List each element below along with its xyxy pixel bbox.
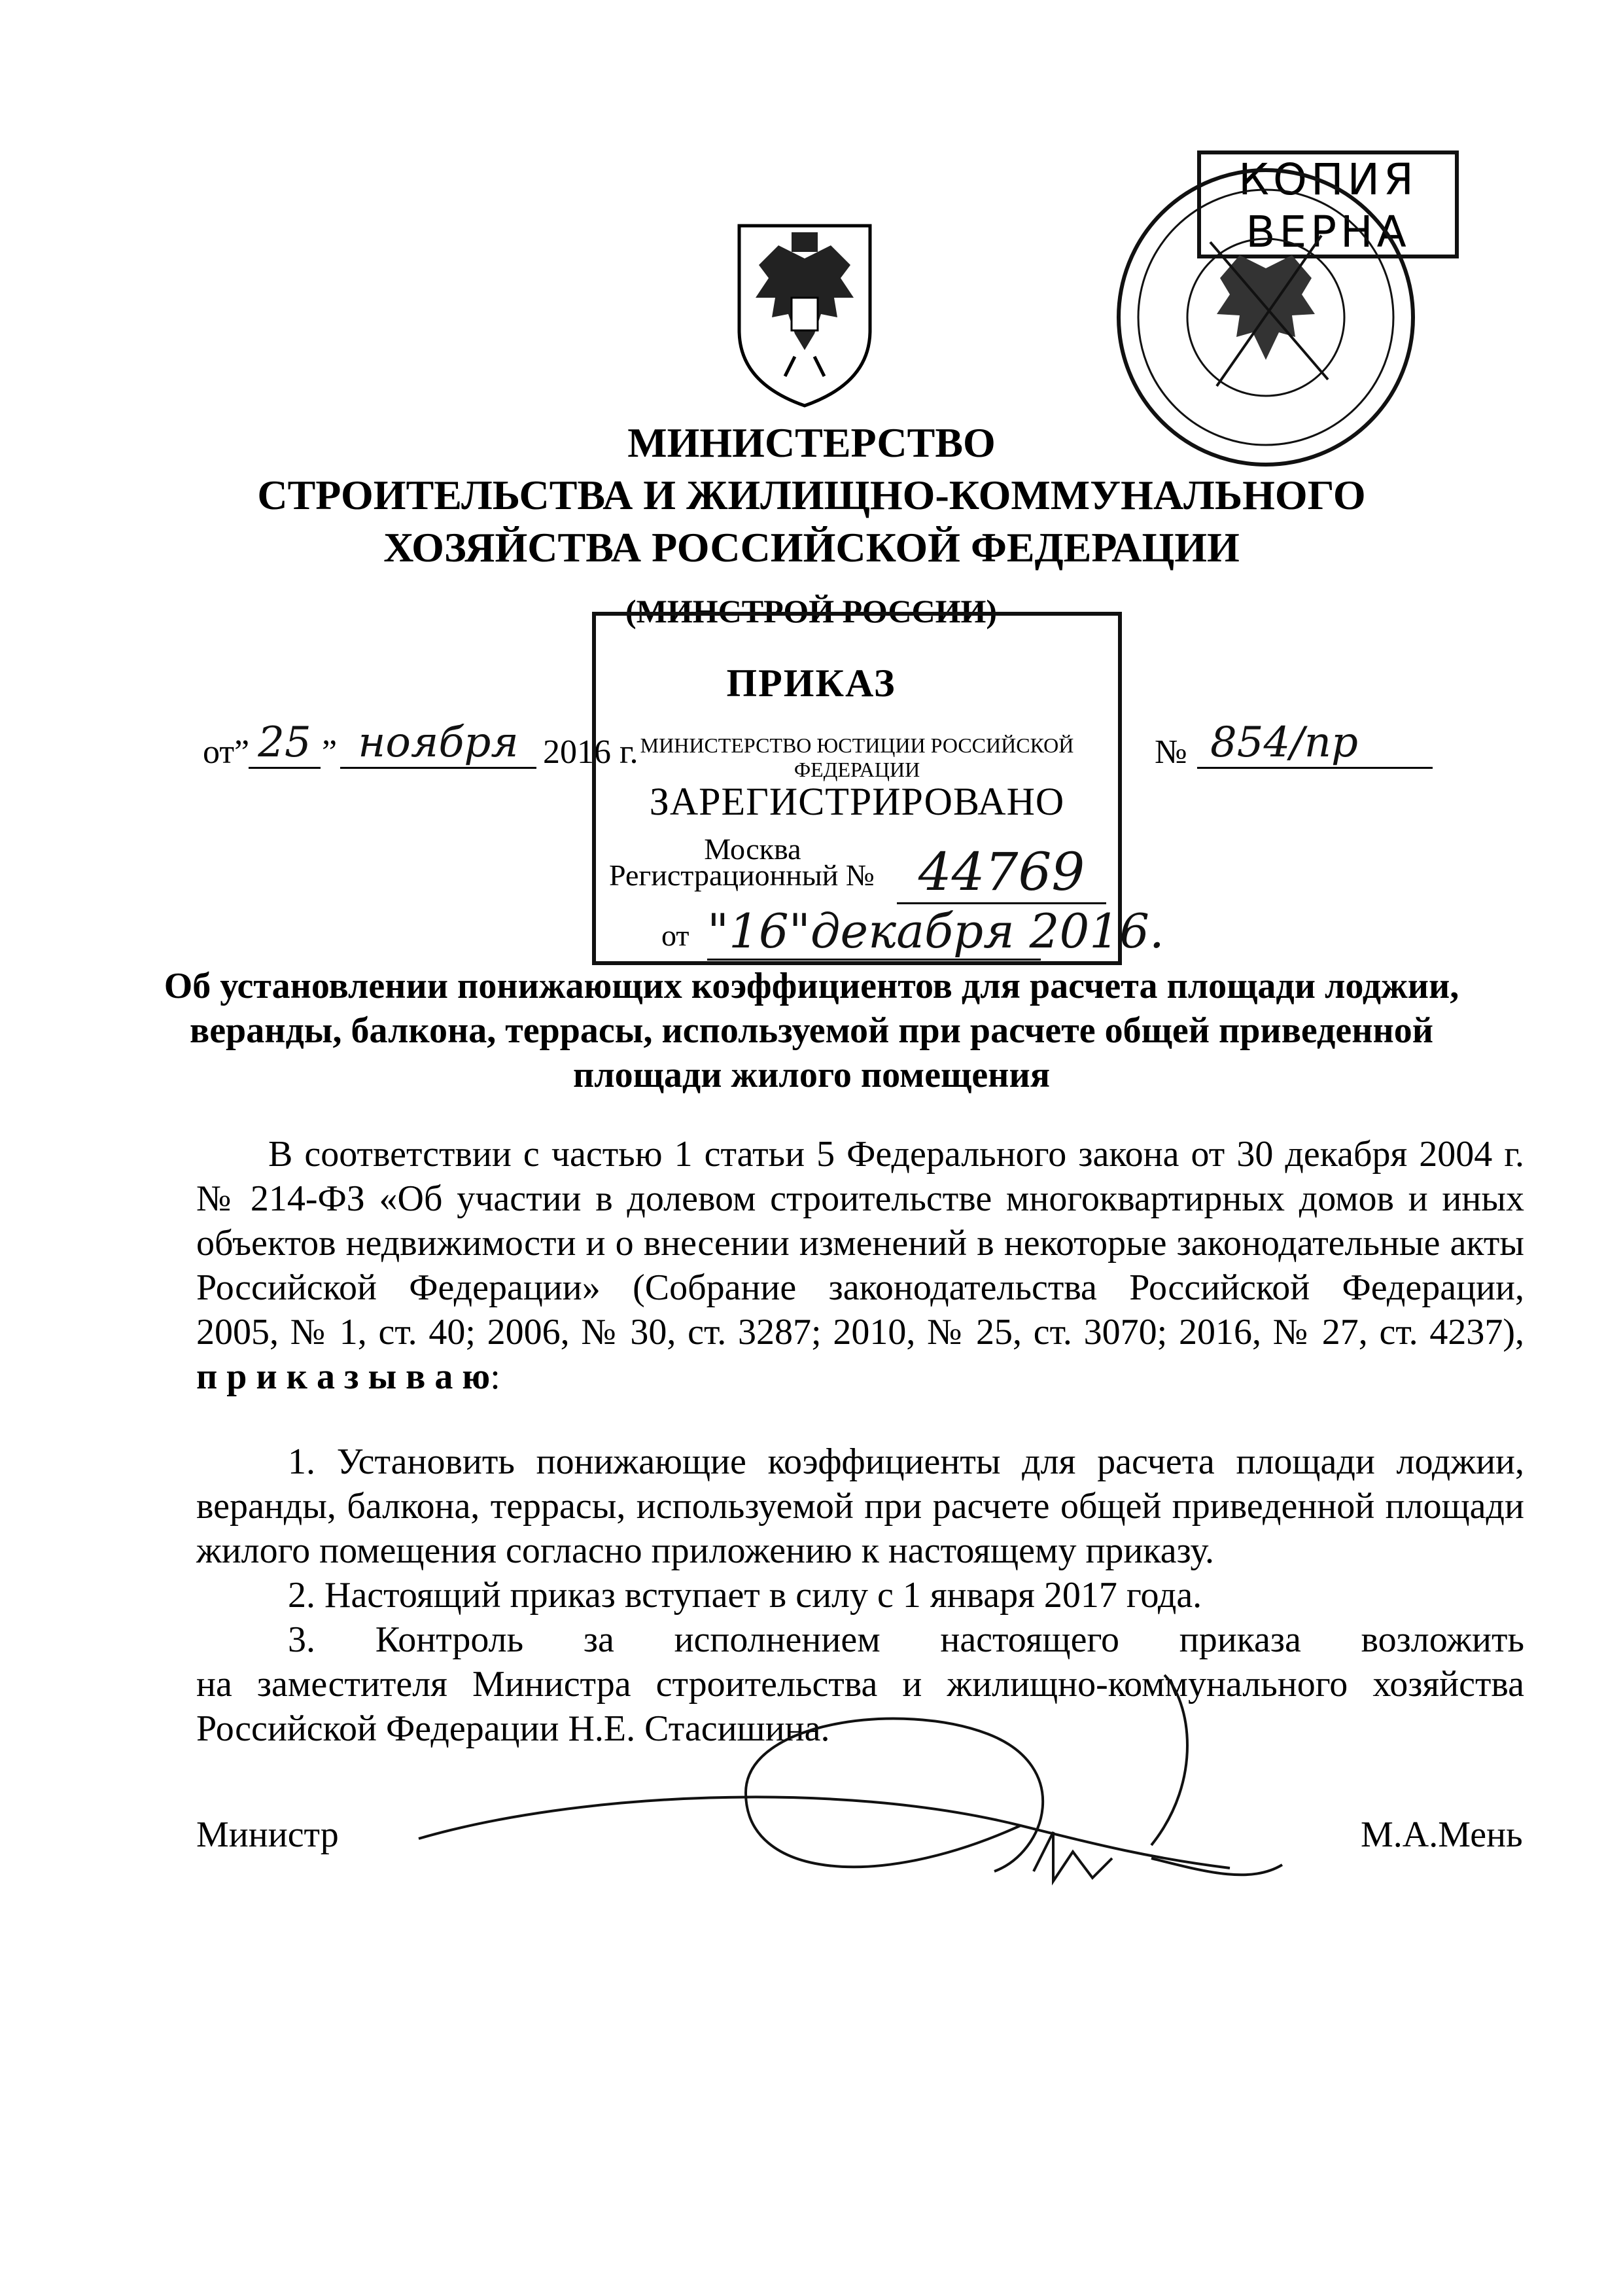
copy-stamp-line1: КОПИЯ: [1238, 154, 1418, 205]
preamble-order-word: п р и к а з ы в а ю:: [196, 1356, 500, 1397]
ministry-title-line2: СТРОИТЕЛЬСТВА И ЖИЛИЩНО-КОММУНАЛЬНОГО: [257, 472, 1366, 518]
coat-of-arms-emblem: [729, 219, 880, 409]
registration-stamp: [592, 612, 1164, 965]
order-title-line3: площади жилого помещения: [572, 1055, 1051, 1095]
preamble-line: Российской Федерации» (Собрание законодательства Российской Федерации,: [196, 1267, 1524, 1308]
order-item-1: 1. Установить понижающие коэффициенты для расчета площади лоджии,: [288, 1441, 1524, 1482]
preamble-line: № 214-ФЗ «Об участии в долевом строительстве многоквартирных домов и иных: [196, 1178, 1524, 1219]
copy-stamp-line2: ВЕРНА: [1246, 207, 1410, 257]
registration-agency: МИНИСТЕРСТВО ЮСТИЦИИ РОССИЙСКОЙ ФЕДЕРАЦИИ: [640, 733, 1074, 781]
ministry-title-line1: МИНИСТЕРСТВО: [627, 419, 996, 466]
order-item-1-cont: жилого помещения согласно приложению к настоящему приказу.: [196, 1530, 1214, 1571]
quote-mark: ”: [322, 733, 338, 771]
order-number-label: №: [1155, 733, 1187, 771]
preamble-line: В соответствии с частью 1 статьи 5 Федерального закона от 30 декабря 2004 г.: [268, 1134, 1524, 1174]
registration-number-label: Регистрационный №: [609, 858, 875, 892]
order-item-1-cont: веранды, балкона, террасы, используемой при расчете общей приведенной площади: [196, 1486, 1524, 1527]
signatory-position: Министр: [196, 1814, 339, 1855]
order-item-3-cont: на заместителя Министра строительства и жилищно-коммунального хозяйства: [196, 1664, 1524, 1704]
handwritten-signature: [379, 1662, 1328, 1924]
order-title-line1: Об установлении понижающих коэффициентов для расчета площади лоджии,: [164, 966, 1459, 1006]
ministry-abbreviation: (МИНСТРОЙ РОССИИ): [625, 593, 998, 629]
order-date-month: ноября: [340, 718, 536, 769]
order-item-3-cont: Российской Федерации Н.Е. Стасишина.: [196, 1708, 830, 1749]
registration-number: 44769: [897, 841, 1106, 904]
registration-date: "16"декабря 2016.: [707, 904, 1041, 961]
order-date-year: 2016 г.: [543, 733, 638, 771]
order-title-line2: веранды, балкона, террасы, используемой при расчете общей приведенной: [189, 1010, 1434, 1051]
registration-date-prefix: от: [661, 919, 689, 952]
document-type: ПРИКАЗ: [726, 662, 896, 705]
preamble-line: объектов недвижимости и о внесении изменений в некоторые законодательные акты: [196, 1223, 1524, 1263]
order-number-value: 854/пр: [1197, 718, 1433, 769]
order-item-2: 2. Настоящий приказ вступает в силу с 1 января 2017 года.: [288, 1575, 1202, 1616]
order-date-day: 25: [249, 718, 321, 769]
ministry-title-line3: ХОЗЯЙСТВА РОССИЙСКОЙ ФЕДЕРАЦИИ: [383, 524, 1240, 571]
round-seal-icon: [1112, 164, 1420, 471]
order-date-prefix: от”: [203, 733, 250, 771]
signatory-name: М.А.Мень: [1361, 1814, 1523, 1855]
registration-city: Москва: [704, 832, 801, 866]
preamble-line: 2005, № 1, ст. 40; 2006, № 30, ст. 3287; 2010, № 25, ст. 3070; 2016, № 27, ст. 4237),: [196, 1312, 1524, 1352]
order-item-3: 3. Контроль за исполнением настоящего приказа возложить: [288, 1619, 1524, 1660]
registration-status: ЗАРЕГИСТРИРОВАНО: [649, 780, 1065, 823]
